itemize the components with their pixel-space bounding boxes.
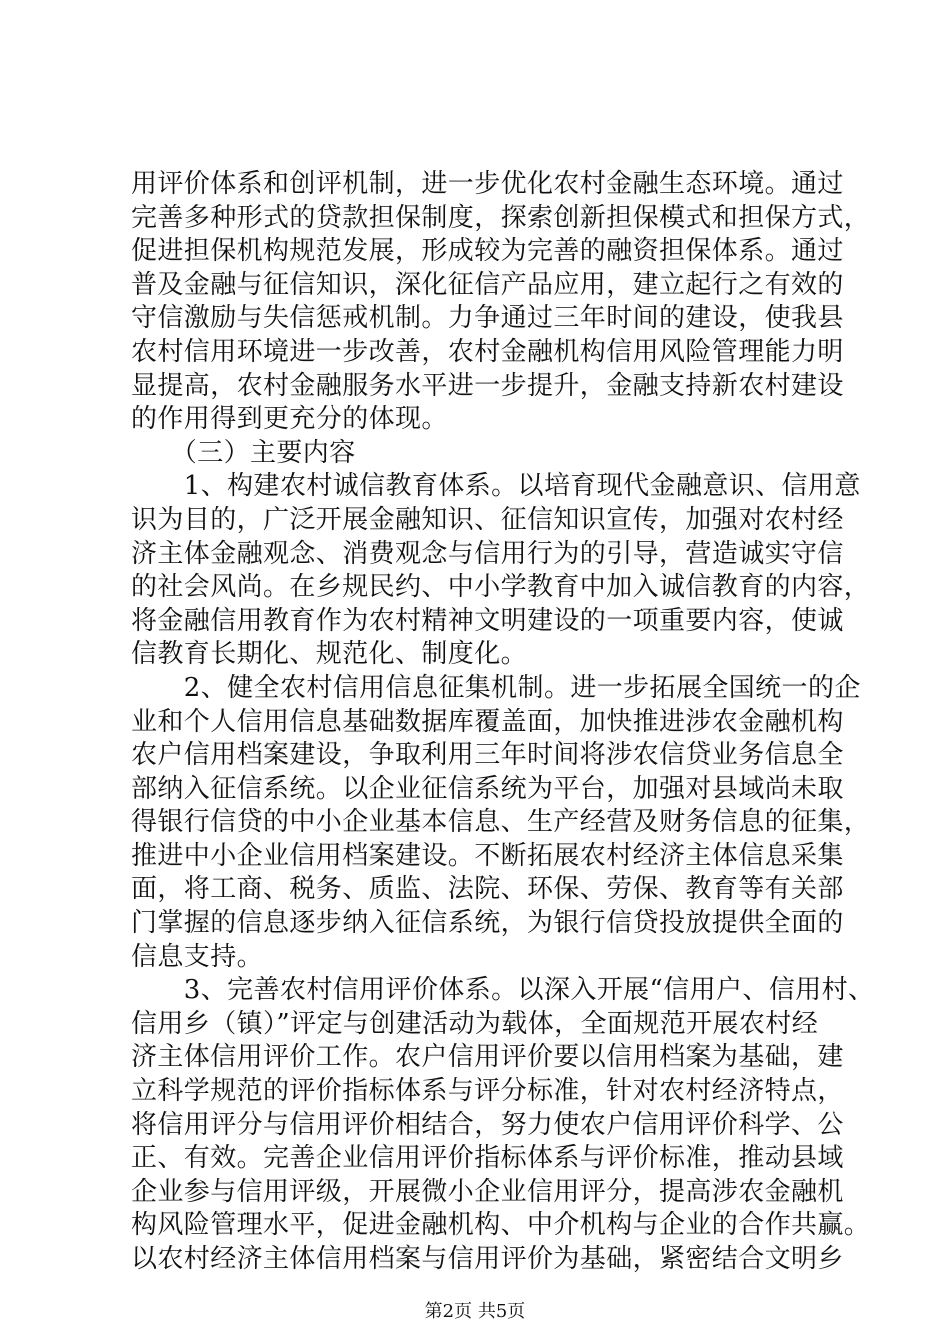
text-line: 济主体金融观念、消费观念与信用行为的引导，营造诚实守信 [131,538,844,569]
text-line: 以农村经济主体信用档案与信用评价为基础，紧密结合文明乡 [131,1244,844,1274]
text-line: 面，将工商、税务、质监、法院、环保、劳保、教育等有关部 [131,874,844,905]
text-line: 2、健全农村信用信息征集机制。进一步拓展全国统一的企 [131,672,861,703]
text-line: 将金融信用教育作为农村精神文明建设的一项重要内容，使诚 [131,605,844,636]
text-line: 部纳入征信系统。以企业征信系统为平台，加强对县域尚未取 [131,773,844,804]
text-line: 推进中小企业信用档案建设。不断拓展农村经济主体信息采集 [131,840,844,871]
body-text [131,168,875,1277]
text-line: 3、完善农村信用评价体系。以深入开展“信用户、信用村、 [131,975,875,1006]
text-line: 信息支持。 [131,941,264,972]
text-line: 门掌握的信息逐步纳入征信系统，为银行信贷投放提供全面的 [131,908,844,939]
text-line: 普及金融与征信知识，深化征信产品应用，建立起行之有效的 [131,269,844,300]
text-line: 济主体信用评价工作。农户信用评价要以信用档案为基础，建 [131,1042,844,1073]
text-line: 企业参与信用评级，开展微小企业信用评分，提高涉农金融机 [131,1176,844,1207]
page-number-footer: 第2页 共5页 [424,1301,526,1322]
text-line: 1、构建农村诚信教育体系。以培育现代金融意识、信用意 [131,471,861,502]
text-line: 用评价体系和创评机制，进一步优化农村金融生态环境。通过 [131,169,844,199]
text-line: 构风险管理水平，促进金融机构、中介机构与企业的合作共赢。 [131,1210,871,1241]
text-line: 的作用得到更充分的体现。 [131,404,448,435]
text-line: 的社会风尚。在乡规民约、中小学教育中加入诚信教育的内容， [131,572,871,603]
text-line: 识为目的，广泛开展金融知识、征信知识宣传，加强对农村经 [131,504,844,535]
text-line: 促进担保机构规范发展，形成较为完善的融资担保体系。通过 [131,236,844,267]
text-line: 信用乡（镇）”评定与创建活动为载体，全面规范开展农村经 [131,1008,819,1039]
text-line: 正、有效。完善企业信用评价指标体系与评价标准，推动县域 [131,1143,844,1174]
text-line: 得银行信贷的中小企业基本信息、生产经营及财务信息的征集， [131,807,871,838]
text-line: 立科学规范的评价指标体系与评分标准，针对农村经济特点， [131,1076,844,1107]
text-line: 将信用评分与信用评价相结合，努力使农户信用评价科学、公 [131,1109,844,1140]
text-line: （三）主要内容 [131,437,356,468]
text-line: 完善多种形式的贷款担保制度，探索创新担保模式和担保方式， [131,202,871,233]
text-line: 信教育长期化、规范化、制度化。 [131,639,528,670]
text-line: 守信激励与失信惩戒机制。力争通过三年时间的建设，使我县 [131,303,844,334]
text-line: 业和个人信用信息基础数据库覆盖面，加快推进涉农金融机构 [131,706,844,737]
text-line: 农村信用环境进一步改善，农村金融机构信用风险管理能力明 [131,336,844,367]
text-line: 显提高，农村金融服务水平进一步提升，金融支持新农村建设 [131,370,844,401]
text-line: 农户信用档案建设，争取利用三年时间将涉农信贷业务信息全 [131,740,844,771]
